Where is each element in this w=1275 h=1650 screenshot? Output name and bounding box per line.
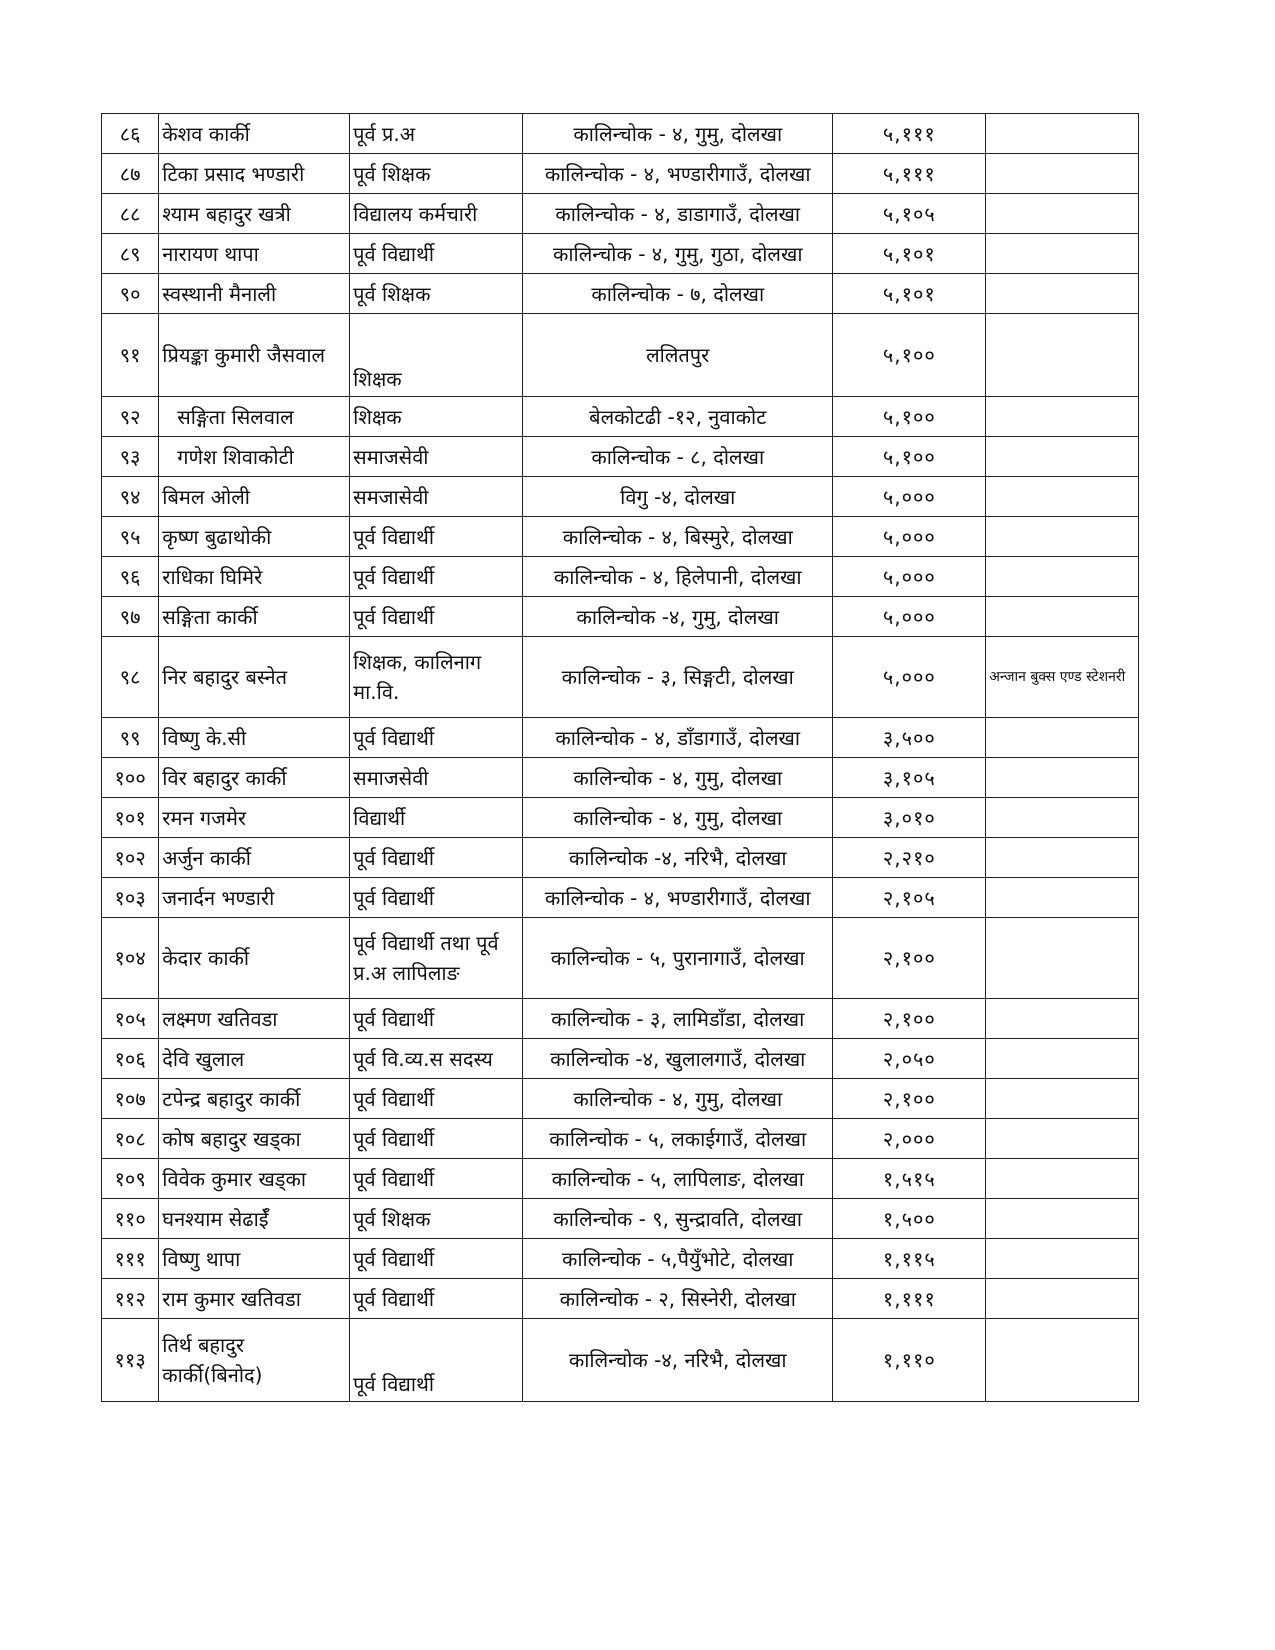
donation-amount-cell: ५,१०१ (833, 234, 986, 274)
remarks-cell (986, 1279, 1139, 1319)
donation-amount-cell: २,१०० (833, 1079, 986, 1119)
serial-number-cell: ९७ (102, 597, 159, 637)
donor-role-cell: शिक्षक (350, 397, 523, 437)
donor-role-cell: पूर्व विद्यार्थी (350, 557, 523, 597)
table-row (102, 597, 1139, 637)
donor-role-cell: पूर्व विद्यार्थी (350, 1119, 523, 1159)
donor-role-cell: पूर्व विद्यार्थी (350, 1319, 523, 1402)
serial-number-cell: ९० (102, 274, 159, 314)
remarks-cell (986, 234, 1139, 274)
serial-number-cell: १०० (102, 758, 159, 798)
donor-address-cell: ललितपुर (523, 314, 833, 397)
donor-address-cell: कालिन्चोक - ३, लामिडाँडा, दोलखा (523, 999, 833, 1039)
serial-number-cell: १०७ (102, 1079, 159, 1119)
remarks-cell (986, 1319, 1139, 1402)
table-row (102, 1119, 1139, 1159)
donor-table (101, 113, 1139, 1402)
donor-name-cell: देवि खुलाल (159, 1039, 350, 1079)
serial-number-cell: ११३ (102, 1319, 159, 1402)
donor-role-cell: पूर्व विद्यार्थी (350, 597, 523, 637)
table-row (102, 999, 1139, 1039)
donor-address-cell: कालिन्चोक -४, नरिभै, दोलखा (523, 1319, 833, 1402)
remarks-cell (986, 597, 1139, 637)
table-row (102, 878, 1139, 918)
serial-number-cell: १०९ (102, 1159, 159, 1199)
donor-role-cell: समाजसेवी (350, 437, 523, 477)
serial-number-cell: १०६ (102, 1039, 159, 1079)
donor-address-cell: कालिन्चोक - ५,पैयुँभोटे, दोलखा (523, 1239, 833, 1279)
donation-amount-cell: १,५१५ (833, 1159, 986, 1199)
donor-name-cell: बिमल ओली (159, 477, 350, 517)
donation-amount-cell: ५,१११ (833, 154, 986, 194)
table-row (102, 1239, 1139, 1279)
serial-number-cell: ९३ (102, 437, 159, 477)
donation-amount-cell: ५,१०० (833, 314, 986, 397)
table-row (102, 314, 1139, 397)
donation-amount-cell: ५,००० (833, 557, 986, 597)
donor-role-cell: पूर्व विद्यार्थी (350, 878, 523, 918)
table-row (102, 1079, 1139, 1119)
donor-role-cell: पूर्व विद्यार्थी (350, 838, 523, 878)
donor-name-cell: रमन गजमेर (159, 798, 350, 838)
donor-name-cell: नारायण थापा (159, 234, 350, 274)
donor-address-cell: कालिन्चोक - ४, गुमु, दोलखा (523, 798, 833, 838)
donation-amount-cell: १,५०० (833, 1199, 986, 1239)
donation-amount-cell: ५,००० (833, 517, 986, 557)
donor-name-cell: श्याम बहादुर खत्री (159, 194, 350, 234)
table-row (102, 718, 1139, 758)
donor-role-cell: पूर्व विद्यार्थी (350, 1079, 523, 1119)
donation-amount-cell: १,११० (833, 1319, 986, 1402)
donor-name-cell: टिका प्रसाद भण्डारी (159, 154, 350, 194)
donor-role-cell: पूर्व विद्यार्थी (350, 1279, 523, 1319)
donation-amount-cell: २,१०५ (833, 878, 986, 918)
donation-amount-cell: ५,१०० (833, 397, 986, 437)
table-row (102, 114, 1139, 154)
remarks-cell (986, 838, 1139, 878)
donation-amount-cell: ३,१०५ (833, 758, 986, 798)
table-row (102, 1199, 1139, 1239)
donor-address-cell: कालिन्चोक -४, खुलालगाउँ, दोलखा (523, 1039, 833, 1079)
donor-role-cell: पूर्व विद्यार्थी (350, 517, 523, 557)
donor-role-cell: पूर्व विद्यार्थी (350, 999, 523, 1039)
donor-name-cell: केदार कार्की (159, 918, 350, 999)
donation-amount-cell: ५,१११ (833, 114, 986, 154)
donor-name-cell: केशव कार्की (159, 114, 350, 154)
table-row (102, 637, 1139, 718)
donor-address-cell: कालिन्चोक -४, नरिभै, दोलखा (523, 838, 833, 878)
donor-name-cell: प्रियङ्का कुमारी जैसवाल (159, 314, 350, 397)
table-row (102, 437, 1139, 477)
table-row (102, 1039, 1139, 1079)
donor-address-cell: विगु -४, दोलखा (523, 477, 833, 517)
donor-address-cell: कालिन्चोक - ४, गुमु, दोलखा (523, 758, 833, 798)
donor-role-cell: शिक्षक, कालिनाग मा.वि. (350, 637, 523, 718)
donor-name-cell: अर्जुन कार्की (159, 838, 350, 878)
donor-name-cell: राम कुमार खतिवडा (159, 1279, 350, 1319)
donor-role-cell: पूर्व विद्यार्थी (350, 234, 523, 274)
donor-role-cell: पूर्व शिक्षक (350, 1199, 523, 1239)
donor-name-cell: जनार्दन भण्डारी (159, 878, 350, 918)
donation-amount-cell: ५,००० (833, 597, 986, 637)
remarks-cell (986, 477, 1139, 517)
remarks-cell: अन्जान बुक्स एण्ड स्टेशनरी (986, 637, 1139, 718)
serial-number-cell: ८९ (102, 234, 159, 274)
donor-name-cell: विष्णु के.सी (159, 718, 350, 758)
table-row (102, 758, 1139, 798)
donation-amount-cell: ५,००० (833, 637, 986, 718)
remarks-cell (986, 1079, 1139, 1119)
donation-amount-cell: १,११५ (833, 1239, 986, 1279)
donor-name-cell: गणेश शिवाकोटी (159, 437, 350, 477)
table-row (102, 194, 1139, 234)
remarks-cell (986, 878, 1139, 918)
donor-role-cell: पूर्व विद्यार्थी (350, 1239, 523, 1279)
remarks-cell (986, 1239, 1139, 1279)
serial-number-cell: ९६ (102, 557, 159, 597)
donor-table-body (102, 114, 1139, 1402)
serial-number-cell: १०१ (102, 798, 159, 838)
donor-name-cell: तिर्थ बहादुर कार्की(बिनोद) (159, 1319, 350, 1402)
donor-role-cell: शिक्षक (350, 314, 523, 397)
remarks-cell (986, 1159, 1139, 1199)
serial-number-cell: ९४ (102, 477, 159, 517)
donor-address-cell: बेलकोटढी -१२, नुवाकोट (523, 397, 833, 437)
donation-amount-cell: ५,१०१ (833, 274, 986, 314)
remarks-cell (986, 999, 1139, 1039)
remarks-cell (986, 517, 1139, 557)
donor-role-cell: पूर्व वि.व्य.स सदस्य (350, 1039, 523, 1079)
donor-address-cell: कालिन्चोक - ४, भण्डारीगाउँ, दोलखा (523, 878, 833, 918)
serial-number-cell: ९९ (102, 718, 159, 758)
table-row (102, 517, 1139, 557)
donation-amount-cell: २,०५० (833, 1039, 986, 1079)
serial-number-cell: ८८ (102, 194, 159, 234)
serial-number-cell: ९८ (102, 637, 159, 718)
donation-amount-cell: २,००० (833, 1119, 986, 1159)
donor-address-cell: कालिन्चोक - ४, बिस्मुरे, दोलखा (523, 517, 833, 557)
remarks-cell (986, 1119, 1139, 1159)
donor-name-cell: लक्ष्मण खतिवडा (159, 999, 350, 1039)
donor-name-cell: सङ्गिता कार्की (159, 597, 350, 637)
table-row (102, 1319, 1139, 1402)
donor-role-cell: विद्यालय कर्मचारी (350, 194, 523, 234)
remarks-cell (986, 194, 1139, 234)
donor-address-cell: कालिन्चोक - ५, लकाईगाउँ, दोलखा (523, 1119, 833, 1159)
table-row (102, 1159, 1139, 1199)
donor-role-cell: पूर्व शिक्षक (350, 274, 523, 314)
donor-name-cell: राधिका घिमिरे (159, 557, 350, 597)
table-row (102, 1279, 1139, 1319)
donation-amount-cell: ५,१०० (833, 437, 986, 477)
serial-number-cell: १०२ (102, 838, 159, 878)
donor-address-cell: कालिन्चोक - ९, सुन्द्रावति, दोलखा (523, 1199, 833, 1239)
donor-role-cell: पूर्व विद्यार्थी तथा पूर्व प्र.अ लापिलाङ (350, 918, 523, 999)
donor-role-cell: विद्यार्थी (350, 798, 523, 838)
donor-address-cell: कालिन्चोक - २, सिस्नेरी, दोलखा (523, 1279, 833, 1319)
donor-address-cell: कालिन्चोक - ५, पुरानागाउँ, दोलखा (523, 918, 833, 999)
remarks-cell (986, 437, 1139, 477)
donor-address-cell: कालिन्चोक - ४, गुमु, दोलखा (523, 114, 833, 154)
donor-role-cell: पूर्व शिक्षक (350, 154, 523, 194)
remarks-cell (986, 154, 1139, 194)
donor-address-cell: कालिन्चोक - ८, दोलखा (523, 437, 833, 477)
donor-address-cell: कालिन्चोक - ४, डाडागाउँ, दोलखा (523, 194, 833, 234)
serial-number-cell: ९१ (102, 314, 159, 397)
serial-number-cell: ११० (102, 1199, 159, 1239)
donor-name-cell: विर बहादुर कार्की (159, 758, 350, 798)
serial-number-cell: ११२ (102, 1279, 159, 1319)
donor-name-cell: कृष्ण बुढाथोकी (159, 517, 350, 557)
table-row (102, 397, 1139, 437)
table-row (102, 918, 1139, 999)
serial-number-cell: ९५ (102, 517, 159, 557)
donor-address-cell: कालिन्चोक -४, गुमु, दोलखा (523, 597, 833, 637)
serial-number-cell: १११ (102, 1239, 159, 1279)
donor-name-cell: विष्णु थापा (159, 1239, 350, 1279)
remarks-cell (986, 114, 1139, 154)
remarks-cell (986, 1199, 1139, 1239)
serial-number-cell: १०३ (102, 878, 159, 918)
donation-amount-cell: ५,००० (833, 477, 986, 517)
donor-address-cell: कालिन्चोक - ४, गुमु, दोलखा (523, 1079, 833, 1119)
donor-name-cell: विवेक कुमार खड्का (159, 1159, 350, 1199)
donor-address-cell: कालिन्चोक - ४, गुमु, गुठा, दोलखा (523, 234, 833, 274)
table-row (102, 838, 1139, 878)
donation-amount-cell: ३,५०० (833, 718, 986, 758)
donor-name-cell: कोष बहादुर खड्का (159, 1119, 350, 1159)
donation-amount-cell: २,१०० (833, 999, 986, 1039)
donor-address-cell: कालिन्चोक - ३, सिङ्गटी, दोलखा (523, 637, 833, 718)
donor-name-cell: टपेन्द्र बहादुर कार्की (159, 1079, 350, 1119)
donor-role-cell: समजासेवी (350, 477, 523, 517)
donor-name-cell: निर बहादुर बस्नेत (159, 637, 350, 718)
donor-name-cell: सङ्गिता सिलवाल (159, 397, 350, 437)
remarks-cell (986, 798, 1139, 838)
donor-role-cell: समाजसेवी (350, 758, 523, 798)
donor-address-cell: कालिन्चोक - ४, डाँडागाउँ, दोलखा (523, 718, 833, 758)
donor-name-cell: घनश्याम सेढाईँ (159, 1199, 350, 1239)
donor-role-cell: पूर्व विद्यार्थी (350, 1159, 523, 1199)
serial-number-cell: १०५ (102, 999, 159, 1039)
serial-number-cell: १०८ (102, 1119, 159, 1159)
serial-number-cell: ८६ (102, 114, 159, 154)
donation-amount-cell: ३,०१० (833, 798, 986, 838)
remarks-cell (986, 918, 1139, 999)
donor-address-cell: कालिन्चोक - ७, दोलखा (523, 274, 833, 314)
remarks-cell (986, 274, 1139, 314)
remarks-cell (986, 314, 1139, 397)
table-row (102, 798, 1139, 838)
serial-number-cell: ९२ (102, 397, 159, 437)
table-row (102, 274, 1139, 314)
table-row (102, 154, 1139, 194)
donation-amount-cell: २,१०० (833, 918, 986, 999)
remarks-cell (986, 557, 1139, 597)
donor-address-cell: कालिन्चोक - ४, हिलेपानी, दोलखा (523, 557, 833, 597)
donor-role-cell: पूर्व विद्यार्थी (350, 718, 523, 758)
serial-number-cell: ८७ (102, 154, 159, 194)
donor-address-cell: कालिन्चोक - ५, लापिलाङ, दोलखा (523, 1159, 833, 1199)
remarks-cell (986, 397, 1139, 437)
serial-number-cell: १०४ (102, 918, 159, 999)
donation-amount-cell: ५,१०५ (833, 194, 986, 234)
table-row (102, 234, 1139, 274)
donation-amount-cell: २,२१० (833, 838, 986, 878)
remarks-cell (986, 1039, 1139, 1079)
donor-role-cell: पूर्व प्र.अ (350, 114, 523, 154)
table-row (102, 477, 1139, 517)
remarks-cell (986, 758, 1139, 798)
remarks-cell (986, 718, 1139, 758)
donor-address-cell: कालिन्चोक - ४, भण्डारीगाउँ, दोलखा (523, 154, 833, 194)
table-row (102, 557, 1139, 597)
donor-name-cell: स्वस्थानी मैनाली (159, 274, 350, 314)
donation-amount-cell: १,१११ (833, 1279, 986, 1319)
